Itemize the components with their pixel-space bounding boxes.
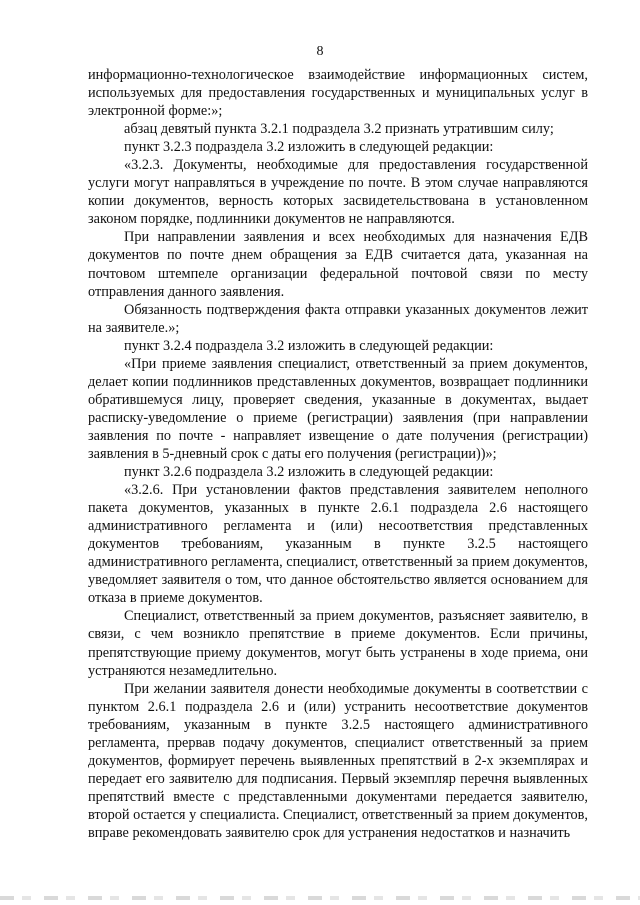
paragraph: Обязанность подтверждения факта отправки указанных документов лежит на заявителе.»; [88,301,588,336]
paragraph: пункт 3.2.4 подраздела 3.2 изложить в следующей редакции: [124,337,494,354]
paragraph: «3.2.6. При установлении фактов представления заявителем неполного пакета документов, указанных в пункте 2.6.1 подраздела 2.6 настоящего административного регламента и (или) несоответствия представленных документов требованиям, указанным в пункте 3.2.5 настоящего административного регламента, специалист, ответственный за прием документов, уведомляет заявителя о том, что данное обстоятельство является основанием для отказа в приеме документов. [88,482,588,607]
scan-edge-artifact [0,896,640,900]
paragraph: «При приеме заявления специалист, ответственный за прием документов, делает копии подлинников представленных документов, возвращает подлинники обратившемуся лицу, проверяет сведения, указанные в документах, выдает расписку-уведомление о приеме (регистрации) заявления (при направлении заявления по почте - направляет извещение о дате получения (регистрации) заявления в 5-дневный срок с даты его получения (регистрации))»; [88,355,588,462]
paragraph: информационно-технологическое взаимодействие информационных систем, используемых для предоставления государственных и муниципальных услуг в электронной форме:»; [88,67,588,120]
paragraph: абзац девятый пункта 3.2.1 подраздела 3.2 признать утратившим силу; [124,121,554,138]
paragraph: При направлении заявления и всех необходимых для назначения ЕДВ документов по почте днем обращения за ЕДВ считается дата, указанная на почтовом штемпеле организации федеральной почтовой связи по месту отправления данного заявления. [88,229,588,300]
paragraph: «3.2.3. Документы, необходимые для предоставления государственной услуги могут направляться в учреждение по почте. В этом случае направляются копии документов, верность которых засвидетельствована в установленном законом порядке, подлинники документов не направляются. [88,157,588,228]
page-number: 8 [316,44,324,59]
paragraph: Специалист, ответственный за прием документов, разъясняет заявителю, в связи, с чем возникло препятствие в приеме документов. Если причины, препятствующие приему документов, могут быть устранены в ходе приема, они устраняются незамедлительно. [88,608,588,679]
paragraph: При желании заявителя донести необходимые документы в соответствии с пунктом 2.6.1 подраздела 2.6 и (или) устранить несоответствие документов требованиям, указанным в пункте 3.2.5 настоящего административного регламента, прервав подачу документов, специалист ответственный за прием документов, формирует перечень выявленных препятствий в 2-х экземплярах и передает его заявителю для подписания. Первый экземпляр перечня выявленных препятствий вместе с представленными документами передается заявителю, второй остается у специалиста. Специалист, ответственный за прием документов, вправе рекомендовать заявителю срок для устранения недостатков и назначить [88,680,588,841]
paragraph: пункт 3.2.3 подраздела 3.2 изложить в следующей редакции: [124,139,494,156]
paragraph: пункт 3.2.6 подраздела 3.2 изложить в следующей редакции: [124,464,494,481]
document-body [88,66,588,842]
